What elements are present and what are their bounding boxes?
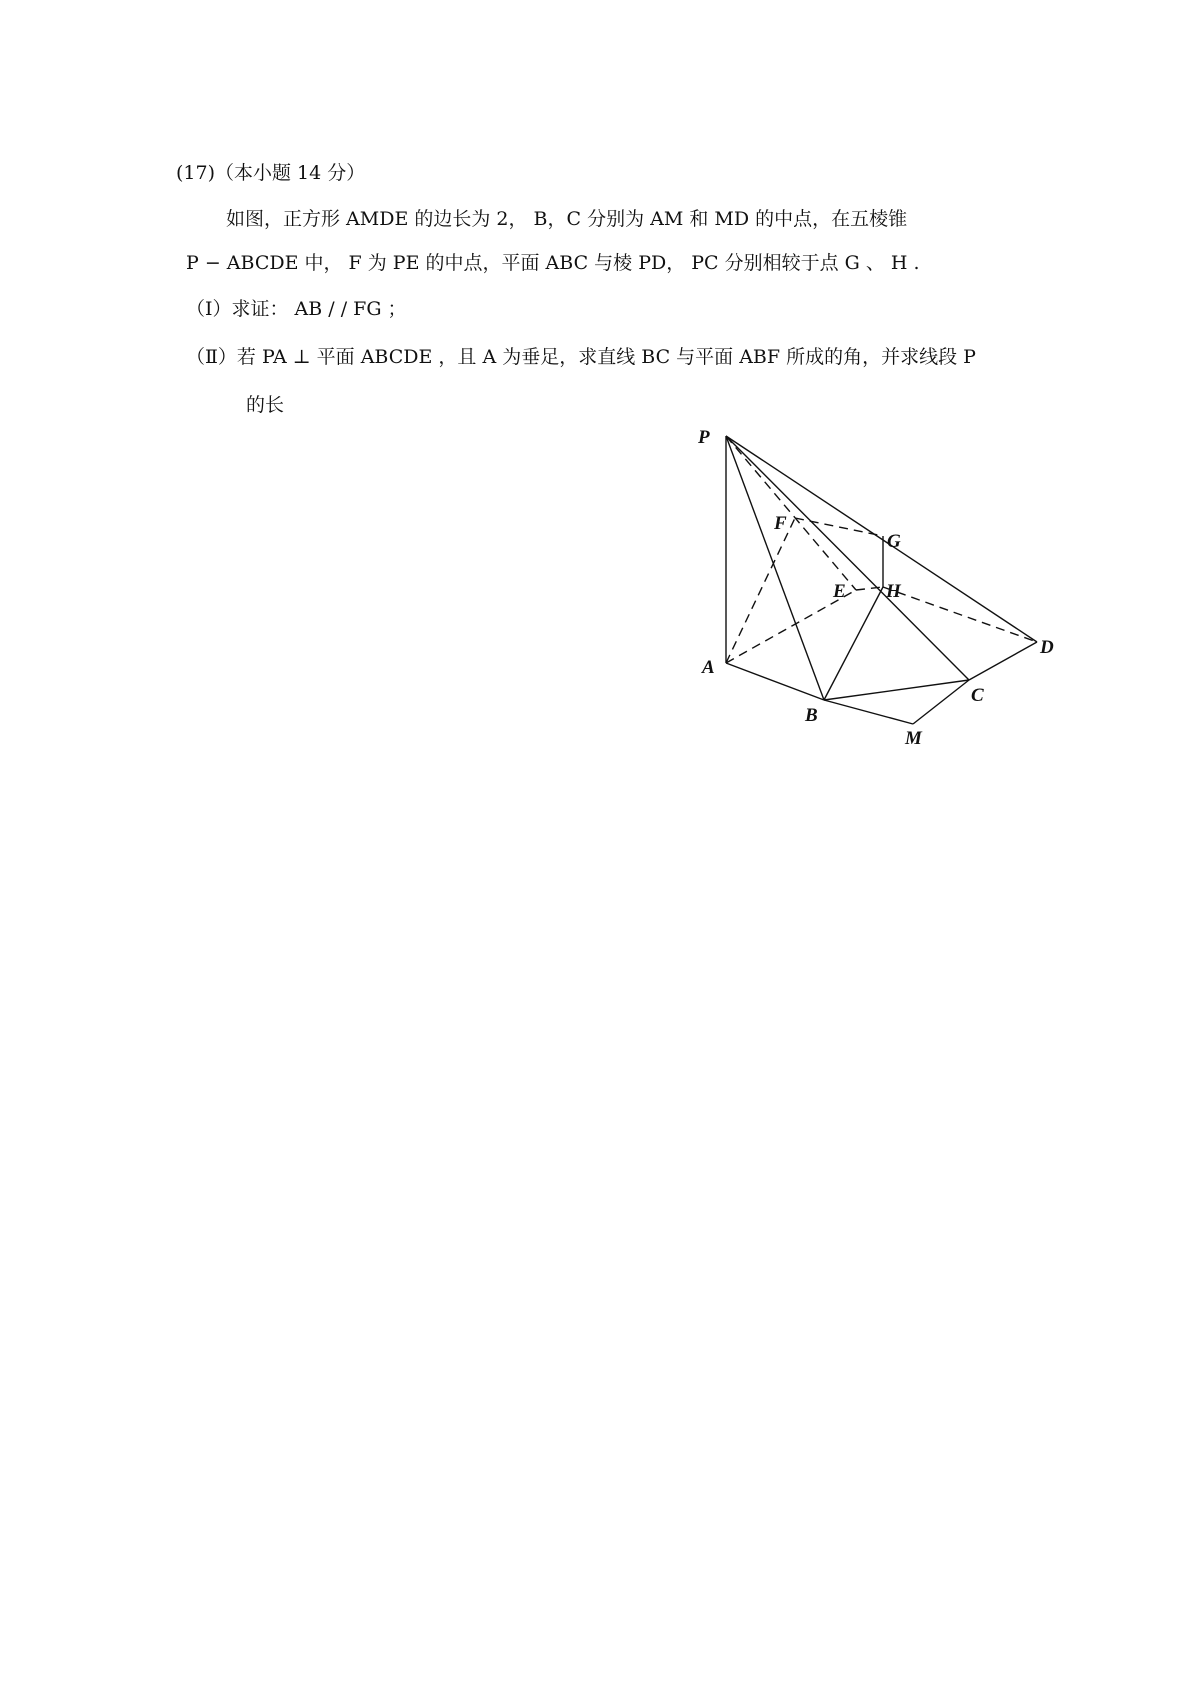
label-P: P [698,427,710,448]
label-D: D [1040,637,1054,658]
label-G: G [887,531,901,552]
edge-AF [726,518,795,663]
label-H: H [886,581,901,602]
pyramid-diagram [680,410,1100,760]
problem-paragraph-line-1: 如图，正方形 AMDE 的边长为 2， B，C 分别为 AM 和 MD 的中点，在五棱锥 [226,208,908,230]
label-M: M [905,728,922,749]
edge-HD [883,587,1037,642]
label-A: A [702,657,715,678]
edge-CD [969,642,1037,680]
question-part-1: （Ⅰ）求证： AB / / FG ； [186,298,407,320]
edge-BH [824,587,883,700]
problem-header: (17)（本小题 14 分） [176,162,366,184]
label-E: E [833,581,846,602]
question-part-2-line-1: （Ⅱ）若 PA ⊥ 平面 ABCDE ，且 A 为垂足，求直线 BC 与平面 ABF 所成的角，并求线段 P [186,346,976,368]
label-F: F [774,513,787,534]
edge-PE [726,436,856,590]
problem-paragraph-line-2: P − ABCDE 中， F 为 PE 的中点，平面 ABC 与棱 PD， PC 分别相较于点 G 、 H . [186,252,920,274]
edge-PB [726,436,824,700]
edge-AB [726,663,824,700]
edge-BM [824,700,913,724]
edge-PC [726,436,969,680]
edge-PD [726,436,1037,642]
label-C: C [971,685,984,706]
label-B: B [805,705,818,726]
question-part-2-line-2: 的长 [246,394,285,416]
